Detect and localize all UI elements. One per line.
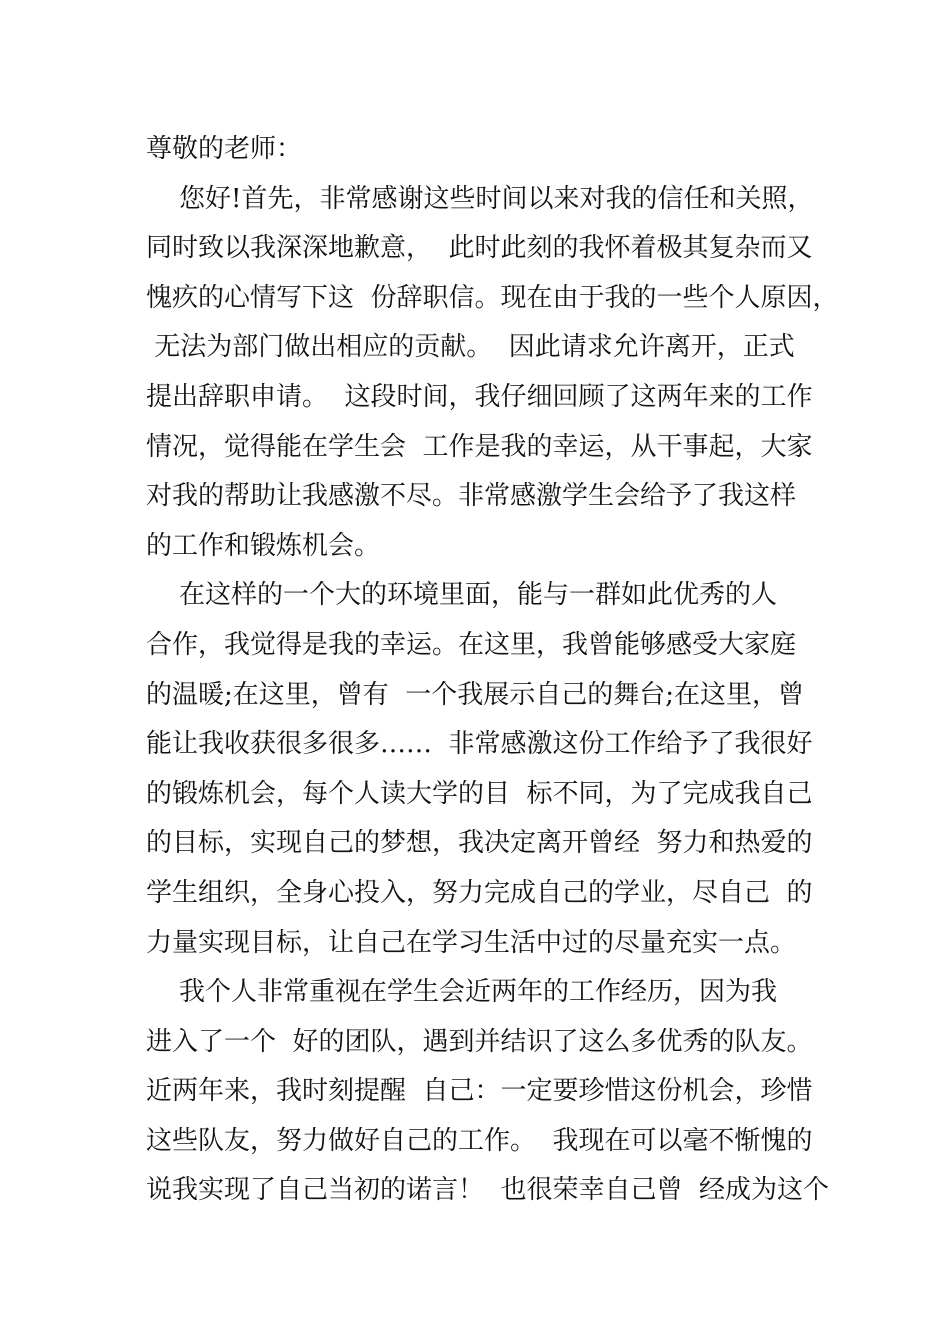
text-line: 进入了一个 好的团队，遇到并结识了这么多优秀的队友。 <box>146 1026 813 1057</box>
text-line: 说我实现了自己当初的诺言！ 也很荣幸自己曾 经成为这个 <box>146 1175 830 1206</box>
text-line: 您好!首先，非常感谢这些时间以来对我的信任和关照， <box>146 183 814 214</box>
text-line: 的目标，实现自己的梦想，我决定离开曾经 努力和热爱的 <box>146 828 813 859</box>
text-line: 无法为部门做出相应的贡献。 因此请求允许离开，正式 <box>146 332 795 363</box>
text-line: 在这样的一个大的环境里面，能与一群如此优秀的人 <box>146 580 778 611</box>
text-line: 同时致以我深深地歉意， 此时此刻的我怀着极其复杂而又 <box>146 233 813 264</box>
text-line: 愧疚的心情写下这 份辞职信。现在由于我的一些个人原因， <box>146 282 839 313</box>
text-line: 提出辞职申请。 这段时间，我仔细回顾了这两年来的工作 <box>146 381 813 412</box>
text-line: 这些队友，努力做好自己的工作。 我现在可以毫不惭愧的 <box>146 1125 813 1156</box>
text-line: 对我的帮助让我感激不尽。非常感激学生会给予了我这样 <box>146 481 797 512</box>
text-line: 近两年来，我时刻提醒 自己：一定要珍惜这份机会，珍惜 <box>146 1076 813 1107</box>
text-line: 尊敬的老师： <box>146 134 303 164</box>
text-line: 力量实现目标，让自己在学习生活中过的尽量充实一点。 <box>146 927 797 958</box>
text-line: 学生组织，全身心投入，努力完成自己的学业，尽自己 的 <box>146 877 813 908</box>
text-line: 合作，我觉得是我的幸运。在这里，我曾能够感受大家庭 <box>146 629 797 660</box>
text-line: 能让我收获很多很多…… 非常感激这份工作给予了我很好 <box>146 729 813 760</box>
text-line: 我个人非常重视在学生会近两年的工作经历，因为我 <box>146 977 778 1008</box>
text-line: 的温暖;在这里，曾有 一个我展示自己的舞台;在这里，曾 <box>146 679 805 710</box>
text-line: 的工作和锻炼机会。 <box>146 530 381 561</box>
letter-body <box>146 125 839 1216</box>
text-line: 的锻炼机会，每个人读大学的目 标不同，为了完成我自己 <box>146 778 813 809</box>
text-line: 情况，觉得能在学生会 工作是我的幸运，从干事起，大家 <box>146 431 813 462</box>
